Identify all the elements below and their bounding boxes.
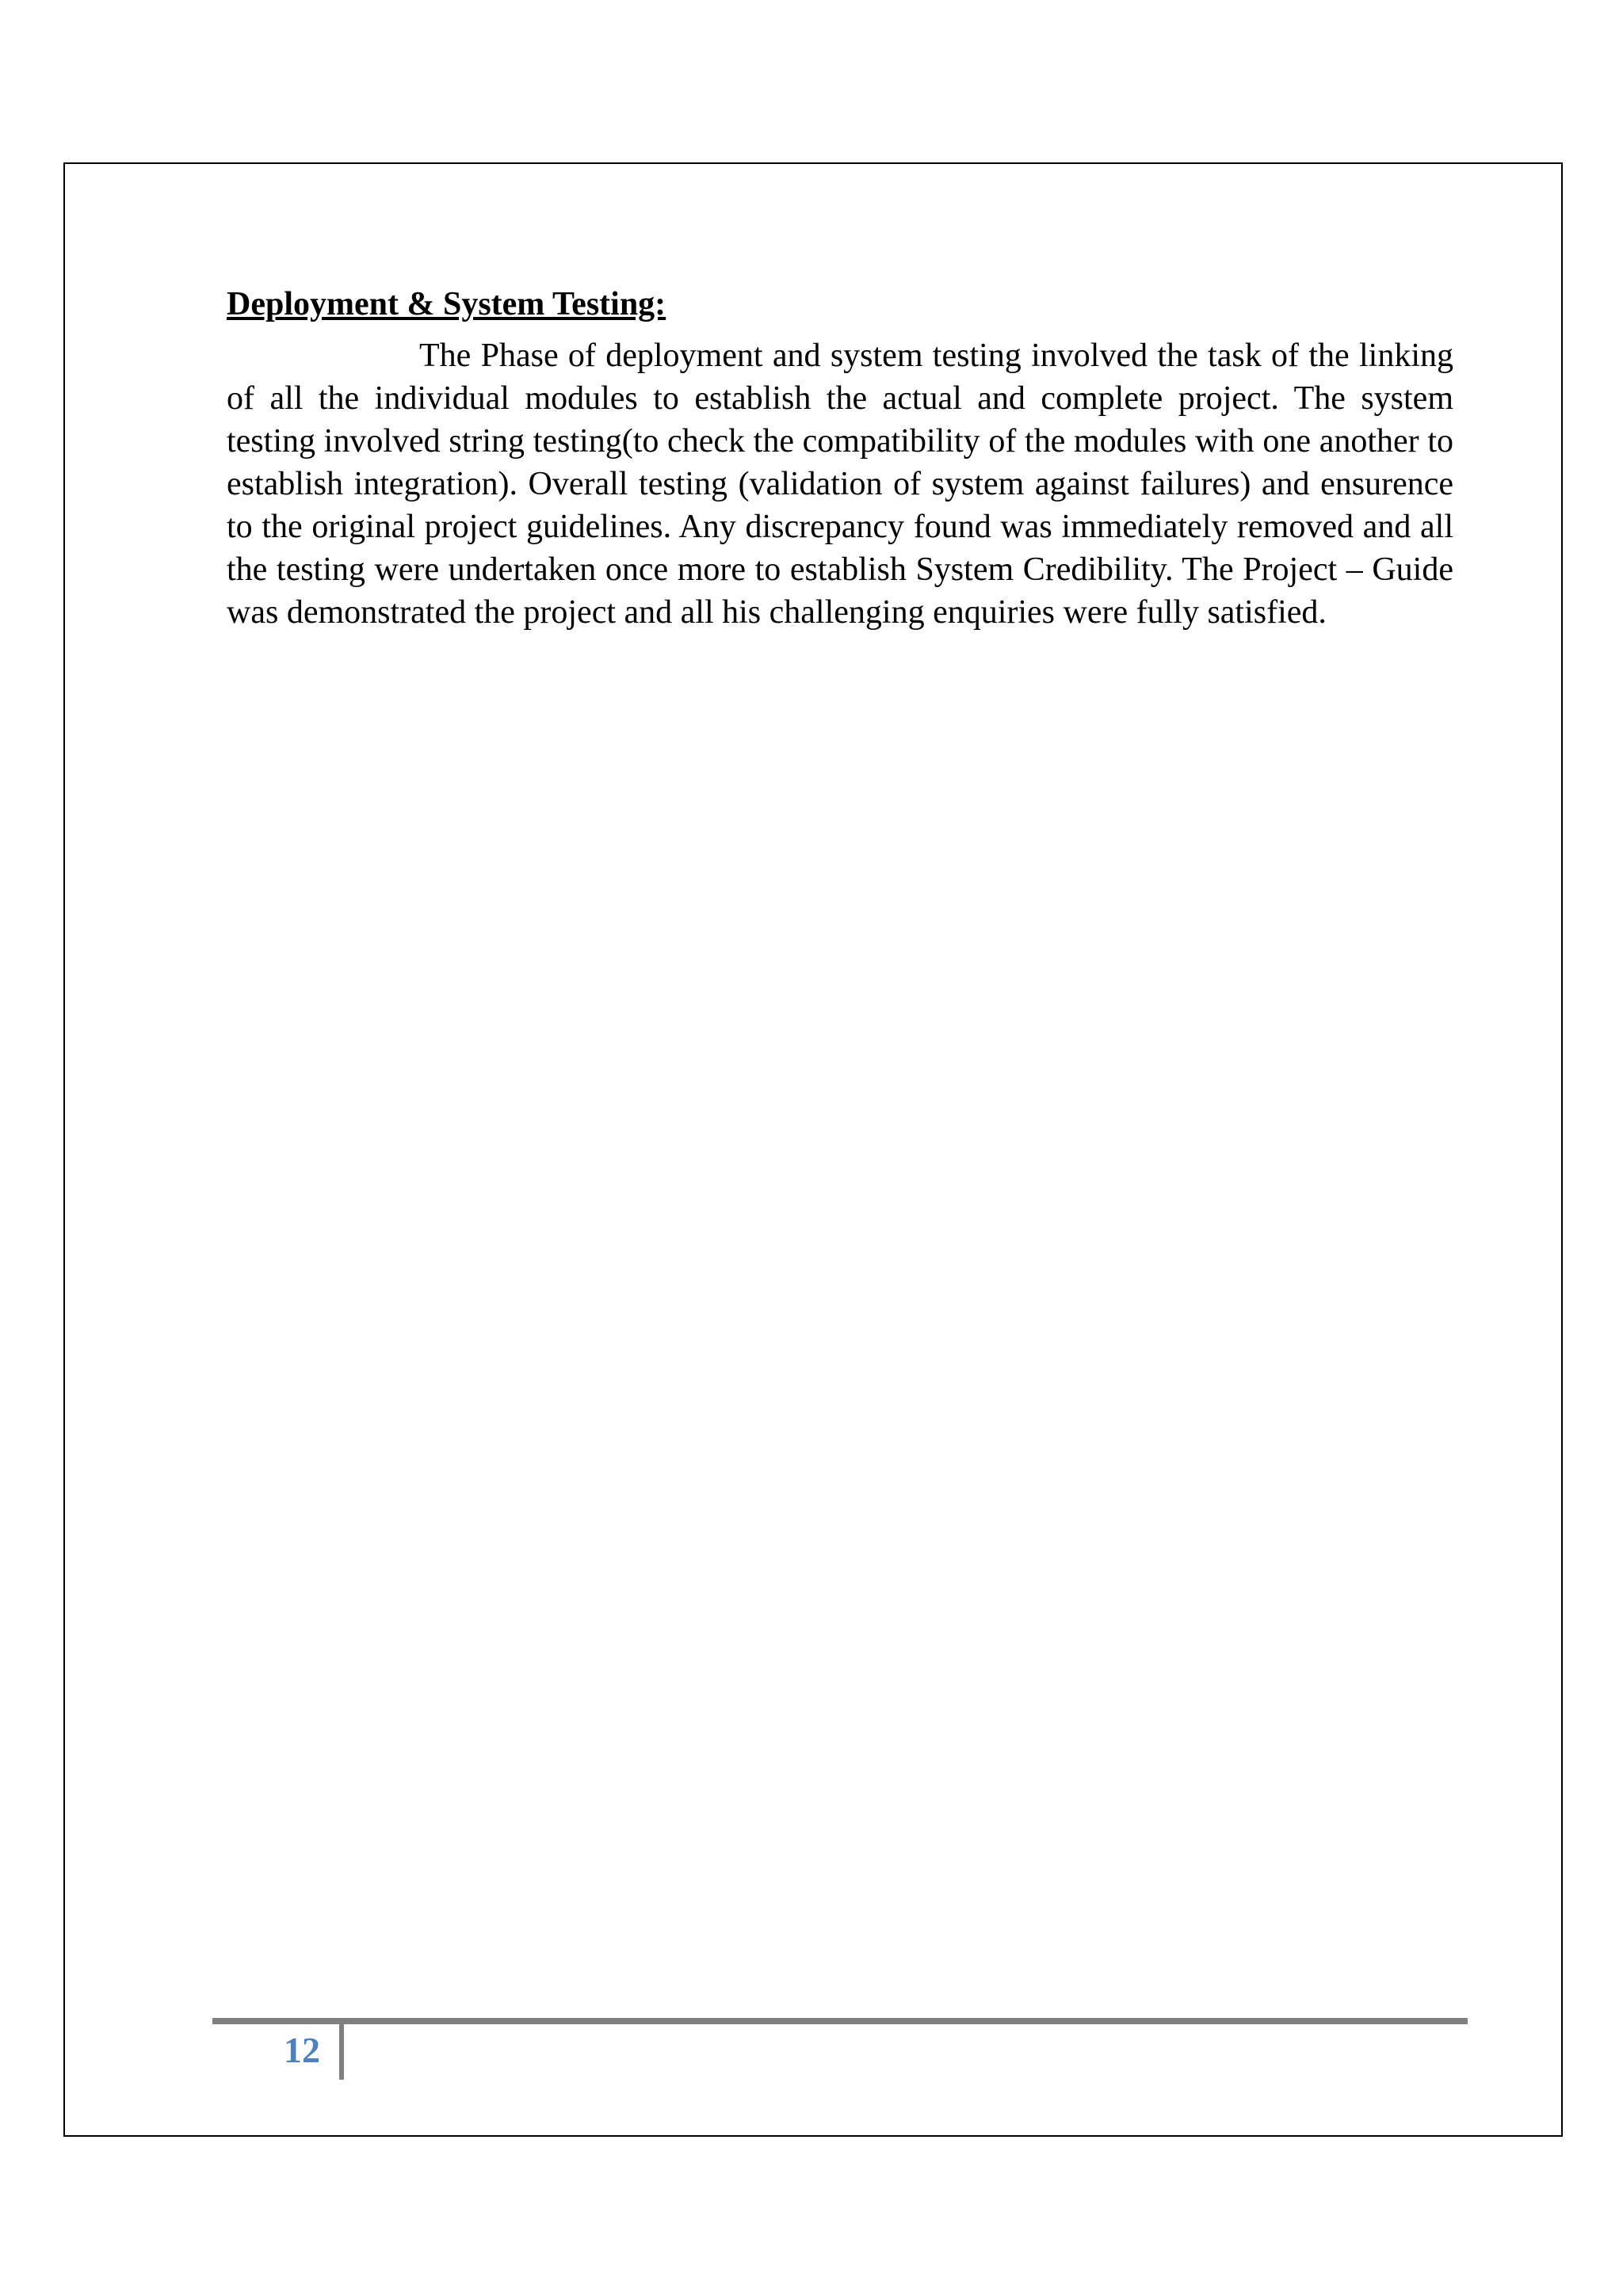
body-paragraph: The Phase of deployment and system testing involved the task of the linking of all the individual modules to establish the actual and complete project. The system testing involved string testing(to check the compatibility of the modules with one another to establish integration). Overall testing (validation of system against failures) and ensurence to the original project guidelines. Any discrepancy found was immediately removed and all the testing were undertaken once more to establish System Credibility. The Project – Guide was demonstrated the project and all his challenging enquiries were fully satisfied. bbox=[227, 338, 1453, 631]
footer-rule bbox=[212, 2018, 1468, 2024]
page-number: 12 bbox=[284, 2030, 320, 2070]
section-heading: Deployment & System Testing: bbox=[227, 286, 666, 322]
page-number-divider bbox=[339, 2024, 344, 2080]
page-content bbox=[227, 282, 1453, 634]
